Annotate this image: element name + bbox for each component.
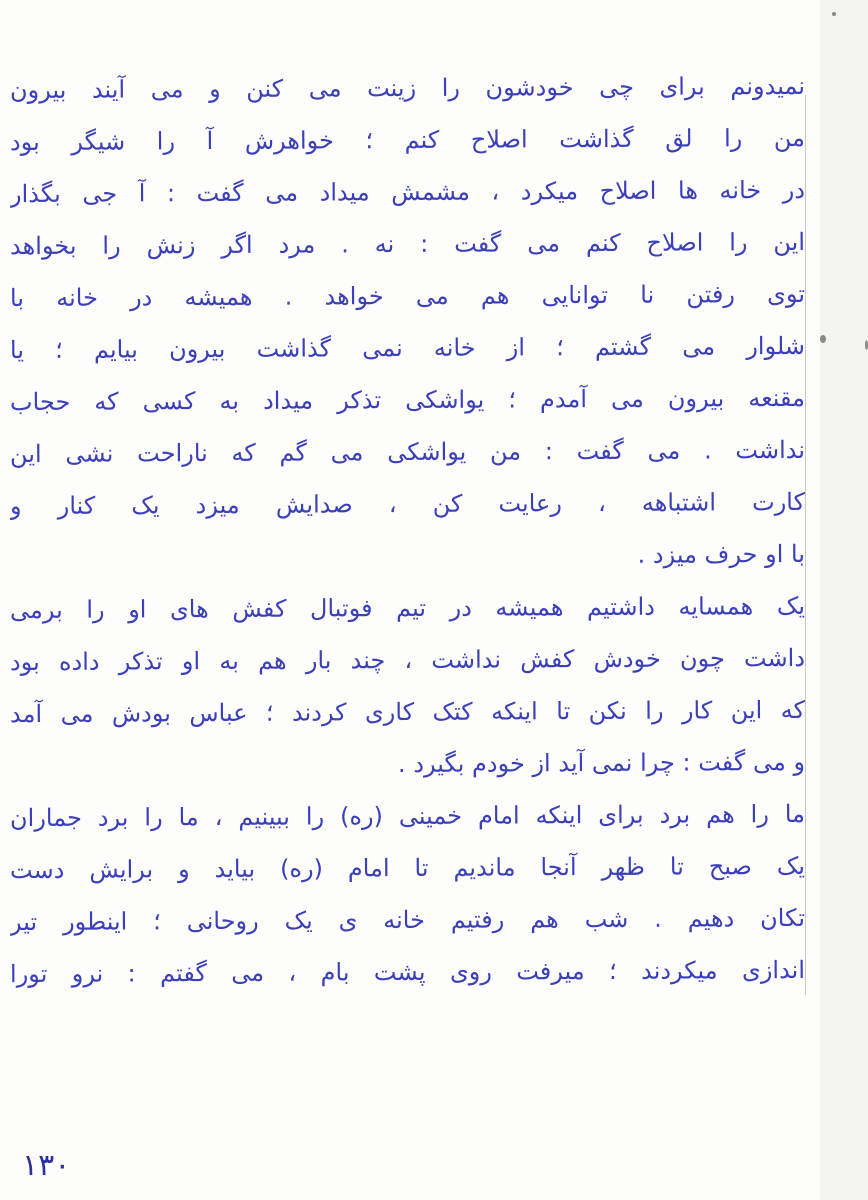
text-line: این را اصلاح کنم می گفت : نه . مرد اگر زنش را بخواهد [9,227,806,261]
text-line: داشت چون خودش کفش نداشت ، چند بار هم به او تذکر داده بود [9,643,806,677]
text-line: با او حرف میزد . [637,539,806,569]
margin-line [805,95,806,995]
text-line: در خانه ها اصلاح میکرد ، مشمش میداد می گفت : آ جی بگذار [9,175,806,209]
text-line: یک همسایه داشتیم همیشه در تیم فوتبال کفش های او را برمی [9,591,806,625]
handwritten-text [10,62,805,998]
text-line: نداشت . می گفت : من یواشکی می گم که ناراحت نشی این [9,435,806,469]
text-line: من را لق گذاشت اصلاح کنم ؛ خواهرش آ را شیگر بود [9,123,806,157]
scan-margin [820,0,868,1200]
text-line: یک صبح تا ظهر آنجا ماندیم تا امام (ره) بیاید و برایش دست [9,851,806,885]
scan-speck [832,12,836,16]
text-line: ما را هم برد برای اینکه امام خمینی (ره) را ببینیم ، ما را برد جماران [9,799,806,833]
text-line: تکان دهیم . شب هم رفتیم خانه ی یک روحانی ؛ اینطور تیر [9,903,806,937]
text-line: که این کار را نکن تا اینکه کتک کاری کردند ؛ عباس بودش می آمد [9,695,806,729]
page-number: ۱۳۰ [22,1148,71,1183]
text-line: و می گفت : چرا نمی آید از خودم بگیرد . [397,747,806,779]
text-line: توی رفتن نا توانایی هم می خواهد . همیشه در خانه با [9,279,806,313]
text-line: مقنعه بیرون می آمدم ؛ یواشکی تذکر میداد به کسی که حجاب [9,383,806,417]
text-line: کارت اشتباهه ، رعایت کن ، صدایش میزد یک کنار و [9,487,806,521]
scan-speck [820,335,826,343]
text-line: نمیدونم برای چی خودشون را زینت می کنن و می آیند بیرون [9,71,806,105]
text-line: شلوار می گشتم ؛ از خانه نمی گذاشت بیرون بیایم ؛ یا [9,331,806,365]
text-line: اندازی میکردند ؛ میرفت روی پشت بام ، می گفتم : نرو تورا [9,955,806,989]
